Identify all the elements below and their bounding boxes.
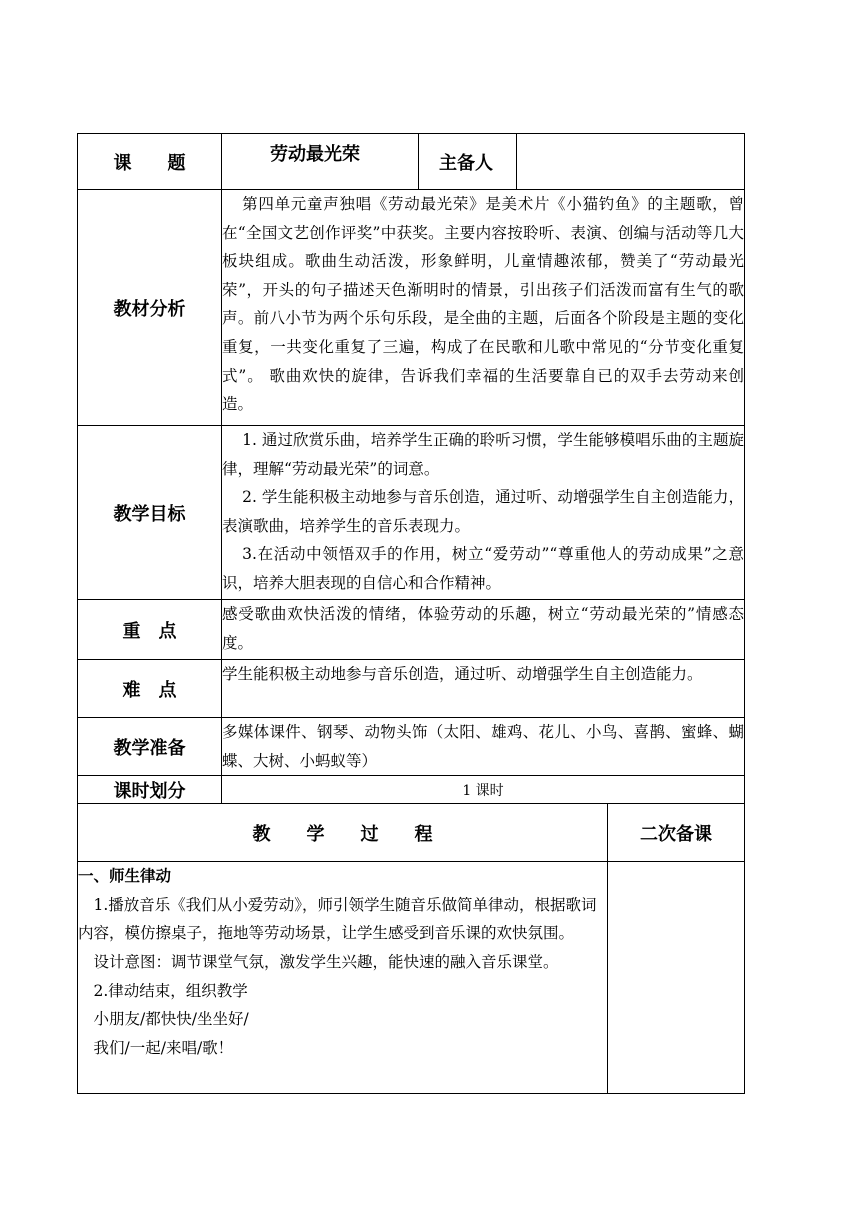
- objectives-label: 教学目标: [78, 426, 222, 600]
- difficulties-text: 学生能积极主动地参与音乐创造，通过听、动增强学生自主创造能力。: [222, 665, 703, 683]
- analysis-text: 第四单元童声独唱《劳动最光荣》是美术片《小猫钓鱼》的主题歌，曾在“全国文艺创作评奖”中获奖。主要内容按聆听、表演、创编与活动等几大板块组成。歌曲生动活泼，形象鲜明，儿童情趣浓郁，赞美了“劳动最光荣”，开头的句子描述天色渐明时的情景，引出孩子们活泼而富有生气的歌声。前八小节为两个乐句乐段，是全曲的主题，后面各个阶段是主题的变化重复，一共变化重复了三遍，构成了在民歌和儿歌中常见的“分节变化重复式”。 歌曲欢快的旋律，告诉我们幸福的生活要靠自已的双手去劳动来创造。: [222, 195, 744, 414]
- difficulties-row: [78, 660, 745, 718]
- lesson-plan-table: [77, 133, 745, 1094]
- second-prep-body: [608, 862, 745, 1094]
- process-body-row: [78, 862, 745, 1094]
- process-section-title: 一、师生律动: [78, 867, 172, 886]
- objective-item-2: 2. 学生能积极主动地参与音乐创造，通过听、动增强学生自主创造能力，表演歌曲，培养学生的音乐表现力。: [222, 488, 744, 535]
- process-line-4: 小朋友/都快快/坐坐好/: [93, 1010, 249, 1029]
- key-points-text: 感受歌曲欢快活泼的情绪，体验劳动的乐趣，树立“劳动最光荣的”情感态度。: [222, 605, 744, 652]
- difficulties-label: 难 点: [78, 660, 222, 718]
- objective-item-3: 3.在活动中领悟双手的作用，树立“爱劳动”“尊重他人的劳动成果”之意识，培养大胆表现的自信心和合作精神。: [222, 545, 744, 592]
- analysis-cell: [222, 190, 745, 426]
- preparer-value: [517, 134, 745, 190]
- objectives-cell: [222, 426, 745, 600]
- process-line-2: 设计意图：调节课堂气氛，激发学生兴趣，能快速的融入音乐课堂。: [93, 952, 559, 971]
- topic-value: 劳动最光荣: [222, 134, 419, 190]
- preparer-label: 主备人: [419, 134, 517, 190]
- periods-label: 课时划分: [78, 776, 222, 804]
- process-body: [78, 862, 608, 1094]
- topic-label: 课 题: [78, 134, 222, 190]
- periods-row: [78, 776, 745, 804]
- preparation-label: 教学准备: [78, 718, 222, 776]
- analysis-row: [78, 190, 745, 426]
- periods-value: 1 课时: [222, 776, 745, 804]
- process-line-3: 2.律动结束，组织教学: [93, 981, 248, 1000]
- process-line-5: 我们/一起/来唱/歌！: [93, 1038, 234, 1057]
- process-header: 教 学 过 程: [78, 804, 608, 862]
- key-points-row: [78, 600, 745, 660]
- preparation-row: [78, 718, 745, 776]
- second-prep-header: 二次备课: [608, 804, 745, 862]
- preparation-text: 多媒体课件、钢琴、动物头饰（太阳、雄鸡、花儿、小鸟、喜鹊、蜜蜂、蝴蝶、大树、小蚂蚁等）: [222, 723, 744, 770]
- preparation-cell: [222, 718, 745, 776]
- topic-row: [78, 134, 745, 190]
- difficulties-cell: [222, 660, 745, 718]
- objective-item-1: 1. 通过欣赏乐曲，培养学生正确的聆听习惯，学生能够模唱乐曲的主题旋律，理解“劳动最光荣”的词意。: [222, 431, 744, 478]
- process-line-1: 1.播放音乐《我们从小爱劳动》，师引领学生随音乐做简单律动，根据歌词内容，模仿擦桌子，拖地等劳动场景，让学生感受到音乐课的欢快氛围。: [78, 895, 597, 943]
- key-points-label: 重 点: [78, 600, 222, 660]
- objectives-row: [78, 426, 745, 600]
- process-header-row: [78, 804, 745, 862]
- key-points-cell: [222, 600, 745, 660]
- analysis-label: 教材分析: [78, 190, 222, 426]
